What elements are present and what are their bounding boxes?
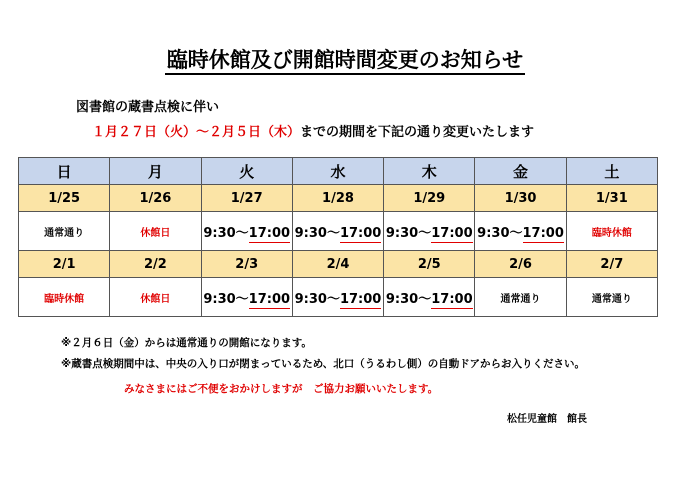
status-cell: 休館日 (110, 278, 201, 317)
date-cell: 2/4 (292, 251, 383, 278)
date-cell: 1/28 (292, 185, 383, 212)
status-cell: 通常通り (19, 212, 110, 251)
date-cell: 1/31 (566, 185, 657, 212)
period-suffix: までの期間を下記の通り変更いたします (300, 125, 535, 140)
weekday-sun: 日 (19, 158, 110, 185)
week2-date-row (19, 251, 658, 278)
date-cell: 2/6 (475, 251, 566, 278)
note-reopening: ※２月６日（金）からは通常通りの開館になります。 (61, 337, 312, 349)
date-cell: 1/27 (201, 185, 292, 212)
date-cell: 2/5 (384, 251, 475, 278)
weekday-mon: 月 (110, 158, 201, 185)
signature: 松任児童館 館長 (507, 414, 587, 425)
period-text: １月２７日（火）～２月５日（木） (92, 125, 301, 140)
notice-title: 臨時休館及び開館時間変更のお知らせ (0, 44, 690, 74)
date-cell: 1/26 (110, 185, 201, 212)
date-cell: 2/3 (201, 251, 292, 278)
hours-cell: 9:30～17:00 (292, 212, 383, 251)
hours-cell: 9:30～17:00 (384, 212, 475, 251)
status-cell: 臨時休館 (566, 212, 657, 251)
intro-line-1: 図書館の蔵書点検に伴い (76, 100, 220, 115)
week1-date-row (19, 185, 658, 212)
date-cell: 1/29 (384, 185, 475, 212)
status-cell: 臨時休館 (19, 278, 110, 317)
weekday-fri: 金 (475, 158, 566, 185)
weekday-header-row (19, 158, 658, 185)
week1-status-row (19, 212, 658, 251)
weekday-wed: 水 (292, 158, 383, 185)
hours-cell: 9:30～17:00 (292, 278, 383, 317)
week2-status-row (19, 278, 658, 317)
status-cell: 通常通り (566, 278, 657, 317)
schedule-table (18, 157, 658, 317)
hours-cell: 9:30～17:00 (475, 212, 566, 251)
hours-cell: 9:30～17:00 (201, 278, 292, 317)
weekday-thu: 木 (384, 158, 475, 185)
weekday-sat: 土 (566, 158, 657, 185)
date-cell: 2/2 (110, 251, 201, 278)
intro-line-2 (92, 121, 534, 140)
hours-cell: 9:30～17:00 (201, 212, 292, 251)
hours-cell: 9:30～17:00 (384, 278, 475, 317)
date-cell: 2/1 (19, 251, 110, 278)
weekday-tue: 火 (201, 158, 292, 185)
date-cell: 2/7 (566, 251, 657, 278)
status-cell: 通常通り (475, 278, 566, 317)
note-entrance: ※蔵書点検期間中は、中央の入り口が閉まっているため、北口（うるわし側）の自動ドアからお入りください。 (61, 358, 585, 370)
status-cell: 休館日 (110, 212, 201, 251)
date-cell: 1/30 (475, 185, 566, 212)
date-cell: 1/25 (19, 185, 110, 212)
apology-text: みなさまにはご不便をおかけしますが ご協力お願いいたします。 (124, 383, 439, 395)
